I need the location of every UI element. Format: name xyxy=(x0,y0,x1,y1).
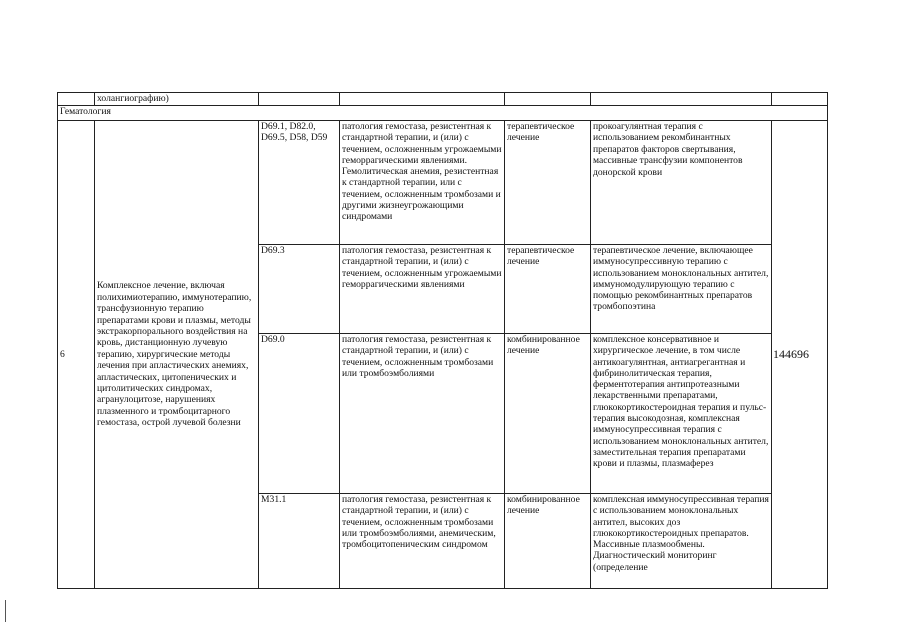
treatment-type: комбинированное лечение xyxy=(505,494,591,589)
left-margin-mark xyxy=(5,600,6,622)
diagnosis-code: M31.1 xyxy=(259,494,340,589)
diagnosis-code: D69.3 xyxy=(259,245,340,334)
diagnosis-code: D69.0 xyxy=(259,334,340,494)
section-title: Гематология xyxy=(58,106,828,121)
patient-model: патология гемостаза, резистентная к стандартной терапии, и (или) с течением, осложненным угрожаемыми геморрагическими явлениями. Гемолитическая анемия, резистентная к стандартной терапии, или с течением, осложненным тромбозами и другими жизнеугрожающими синдромами xyxy=(340,121,505,245)
medical-care-table xyxy=(57,92,828,589)
carryover-row xyxy=(58,93,828,106)
treatment-type: терапевтическое лечение xyxy=(505,245,591,334)
treatment-type: терапевтическое лечение xyxy=(505,121,591,245)
section-row xyxy=(58,106,828,121)
patient-model: патология гемостаза, резистентная к стандартной терапии, и (или) с течением, осложненным тромбозами или тромбоэмболиями xyxy=(340,334,505,494)
treatment-method: комплексное консервативное и хирургическое лечение, в том числе антикоагулянтная, антиагрегантная и фибринолитическая терапия, ферментотерапия антипротеазными лекарственными препаратами, глюкокортикостероидная терапия и пульс-терапия высокодозная, комплексная иммуносупрессивная терапия с использованием моноклональных антител, заместительная терапия препаратами крови и плазмы, плазмаферез xyxy=(591,334,772,494)
table-row xyxy=(58,121,828,245)
tariff-value: 144696 xyxy=(772,121,828,589)
row-number: 6 xyxy=(58,121,95,589)
treatment-method: терапевтическое лечение, включающее иммуносупрессивную терапию с использованием моноклональных антител, иммуномодулирующую терапию с помощью рекомбинантных препаратов тромбопоэтина xyxy=(591,245,772,334)
cell-number-empty xyxy=(58,93,95,106)
treatment-method: комплексная иммуносупрессивная терапия с использованием моноклональных антител, высоких доз глюкокортикостероидных препаратов. Массивные плазмообмены. Диагностический мониторинг (определение xyxy=(591,494,772,589)
patient-model: патология гемостаза, резистентная к стандартной терапии, и (или) с течением, осложненным тромбозами или тромбоэмболиями, анемическим, тромбоцитопеническим синдромом xyxy=(340,494,505,589)
treatment-type: комбинированное лечение xyxy=(505,334,591,494)
carryover-text: холангиографию) xyxy=(95,93,259,106)
treatment-description: Комплексное лечение, включая полихимиотерапию, иммунотерапию, трансфузионную терапию препаратами крови и плазмы, методы экстракорпорального воздействия на кровь, дистанционную лучевую терапию, хирургические методы лечения при апластических анемиях, апластических, цитопенических и цитолитических синдромах, агранулоцитозе, нарушениях плазменного и тромбоцитарного гемостаза, острой лучевой болезни xyxy=(95,121,259,589)
patient-model: патология гемостаза, резистентная к стандартной терапии, и (или) с течением, осложненным угрожаемыми геморрагическими явлениями xyxy=(340,245,505,334)
diagnosis-code: D69.1, D82.0, D69.5, D58, D59 xyxy=(259,121,340,245)
treatment-method: прокоагулянтная терапия с использованием рекомбинантных препаратов факторов свертывания, массивные трансфузии компонентов донорской крови xyxy=(591,121,772,245)
